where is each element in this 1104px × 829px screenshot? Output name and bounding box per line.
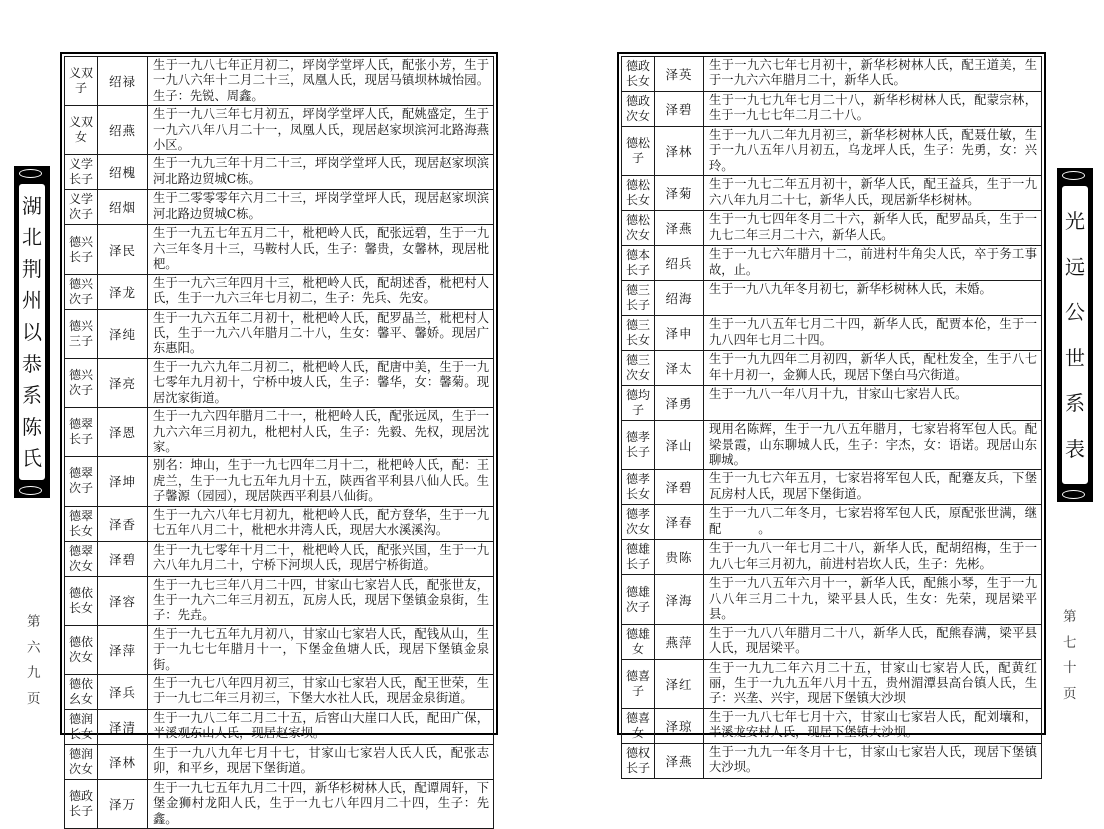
genealogy-table-right bbox=[621, 56, 1042, 779]
member-record: 生于一九七九年七月二十八，新华杉树林人氏，配蒙宗林，生于一九七七年二月二十八。 bbox=[704, 92, 1042, 126]
table-row bbox=[65, 457, 494, 506]
member-record: 生于一九八五年六月十一，新华人氏，配熊小琴，生于一九八八年三月二十九，梁平县人氏，生女：先荣，现居梁平县。 bbox=[704, 575, 1042, 623]
relation-label: 德依幺女 bbox=[65, 675, 98, 709]
member-name: 贵陈 bbox=[655, 540, 704, 574]
relation-label: 德孝长子 bbox=[622, 421, 655, 469]
member-record: 生于二零零零年六月二十三，坪岗学堂坪人氏，现居赵家坝滨河北路边贸城C栋。 bbox=[148, 190, 494, 224]
relation-label: 德翠次子 bbox=[65, 457, 98, 505]
table-row bbox=[622, 281, 1042, 316]
table-row bbox=[622, 176, 1042, 211]
member-name: 泽勇 bbox=[655, 386, 704, 420]
right-page-number: 第 七 十 页 bbox=[1063, 609, 1077, 702]
member-record: 生于一九七五年九月二十四，新华杉树林人氏，配谭周轩，下堡金狮村龙阳人氏，生于一九七八年四月二十四，生子：先鑫。 bbox=[148, 780, 494, 828]
table-row bbox=[622, 505, 1042, 540]
member-name: 泽龙 bbox=[98, 275, 148, 309]
left-banner-text: 湖 北 荆 州 以 恭 系 陈 氏 bbox=[18, 183, 46, 481]
member-name: 泽琼 bbox=[655, 709, 704, 743]
table-row bbox=[622, 57, 1042, 92]
member-name: 泽林 bbox=[655, 127, 704, 175]
relation-label: 德翠长女 bbox=[65, 507, 98, 541]
member-record: 生于一九六七年七月初十，新华杉树林人氏，配王道美，生于一九六六年腊月二十，新华人氏。 bbox=[704, 57, 1042, 91]
member-record: 生于一九七三年八月二十四，甘家山七家岩人氏，配张世友，生于一九六二年三月初五，瓦房人氏，现居下堡镇金泉街，生子：先垚。 bbox=[148, 577, 494, 625]
relation-label: 德孝次女 bbox=[622, 505, 655, 539]
banner-ornament-icon bbox=[1062, 490, 1085, 499]
relation-label: 德本长子 bbox=[622, 246, 655, 280]
relation-label: 德松子 bbox=[622, 127, 655, 175]
table-row bbox=[622, 540, 1042, 575]
member-name: 泽碧 bbox=[655, 470, 704, 504]
member-record: 生于一九六三年四月十三，枇杷岭人氏，配胡述香，枇杷村人氏，生于一九六三年七月初二，生子：先兵、先安。 bbox=[148, 275, 494, 309]
member-name: 泽山 bbox=[655, 421, 704, 469]
right-page-frame bbox=[617, 52, 1046, 775]
member-name: 绍禄 bbox=[98, 57, 148, 105]
member-record: 生于一九七八年四月初三，甘家山七家岩人氏，配王世荣，生于一九七二年三月初三，下堡大水社人氏，现居金泉街道。 bbox=[148, 675, 494, 709]
table-row bbox=[622, 575, 1042, 624]
member-record: 生于一九八九年七月十七，甘家山七家岩人氏人氏，配张志卯，和平乡，现居下堡街道。 bbox=[148, 745, 494, 779]
relation-label: 德依长女 bbox=[65, 577, 98, 625]
table-row bbox=[622, 625, 1042, 660]
member-name: 绍烟 bbox=[98, 190, 148, 224]
member-record: 生于一九七五年九月初八，甘家山七家岩人氏，配钱从山，生于一九七七年腊月十一，下堡金鱼塘人氏，现居下堡镇金泉街。 bbox=[148, 626, 494, 674]
member-record: 生于一九八八年腊月二十八，新华人氏，配熊春满，梁平县人氏，现居梁平。 bbox=[704, 625, 1042, 659]
member-record: 生于一九六五年二月初十，枇杷岭人氏，配罗晶兰，枇杷村人氏，生于一九六八年腊月二十八，生女：馨平、馨娇。现居广东惠阳。 bbox=[148, 310, 494, 358]
banner-ornament-icon bbox=[1062, 171, 1085, 180]
relation-label: 德孝长女 bbox=[622, 470, 655, 504]
member-record: 生于一九八七年正月初二，坪岗学堂坪人氏，配张小芳，生于一九八六年十二月二十三，凤凰人氏，现居马镇坝林城怡园。生子：先锐、周鑫。 bbox=[148, 57, 494, 105]
table-row bbox=[622, 386, 1042, 421]
relation-label: 德兴次子 bbox=[65, 359, 98, 407]
member-name: 泽纯 bbox=[98, 310, 148, 358]
relation-label: 德兴次子 bbox=[65, 275, 98, 309]
member-record: 生于一九八二年二月二十五，后窖山大崖口人氏，配田广保，半溪观东山人氏，现居赵家坝。 bbox=[148, 710, 494, 744]
relation-label: 德三长子 bbox=[622, 281, 655, 315]
table-row bbox=[622, 744, 1042, 779]
table-row bbox=[65, 542, 494, 577]
table-row bbox=[65, 275, 494, 310]
table-row bbox=[65, 710, 494, 745]
relation-label: 德雄长子 bbox=[622, 540, 655, 574]
relation-label: 义双女 bbox=[65, 106, 98, 154]
relation-label: 德政长女 bbox=[622, 57, 655, 91]
relation-label: 德喜子 bbox=[622, 660, 655, 708]
relation-label: 德政长子 bbox=[65, 780, 98, 828]
member-record: 生于一九六九年二月初二，枇杷岭人氏，配唐中美，生于一九七零年九月初十，宁桥中坡人氏，生子：馨华，女：馨菊。现居沈家街道。 bbox=[148, 359, 494, 407]
relation-label: 德松长女 bbox=[622, 176, 655, 210]
relation-label: 义学次子 bbox=[65, 190, 98, 224]
member-name: 泽亮 bbox=[98, 359, 148, 407]
right-banner-text: 光 远 公 世 系 表 bbox=[1061, 185, 1089, 485]
member-name: 泽申 bbox=[655, 316, 704, 350]
table-row bbox=[65, 155, 494, 190]
relation-label: 德润长女 bbox=[65, 710, 98, 744]
member-name: 绍海 bbox=[655, 281, 704, 315]
member-name: 泽燕 bbox=[655, 211, 704, 245]
banner-ornament-icon bbox=[19, 169, 42, 178]
member-record: 生于一九七六年五月，七家岩将军包人氏，配蹇友兵，下堡瓦房村人氏，现居下堡街道。 bbox=[704, 470, 1042, 504]
relation-label: 德均子 bbox=[622, 386, 655, 420]
relation-label: 德依次女 bbox=[65, 626, 98, 674]
member-name: 泽万 bbox=[98, 780, 148, 828]
relation-label: 德兴长子 bbox=[65, 225, 98, 273]
relation-label: 德喜女 bbox=[622, 709, 655, 743]
member-record: 生于一九七四年冬月二十六，新华人氏，配罗品兵，生于一九七二年三月二十六，新华人氏。 bbox=[704, 211, 1042, 245]
table-row bbox=[65, 780, 494, 829]
relation-label: 德兴三子 bbox=[65, 310, 98, 358]
table-row bbox=[65, 359, 494, 408]
table-row bbox=[65, 408, 494, 457]
member-record: 生于一九八一年七月二十八，新华人氏，配胡绍梅，生于一九八七年三月初九，前进村岩坎人氏，生子：先彬。 bbox=[704, 540, 1042, 574]
member-record: 现用名陈辉，生于一九八五年腊月，七家岩将军包人氏。配梁景霞，山东聊城人氏，生子：宇杰，女：语诺。现居山东聊城。 bbox=[704, 421, 1042, 469]
table-row bbox=[622, 421, 1042, 470]
member-name: 泽太 bbox=[655, 351, 704, 385]
table-row bbox=[622, 660, 1042, 709]
table-row bbox=[622, 351, 1042, 386]
relation-label: 义学长子 bbox=[65, 155, 98, 189]
member-record: 生于一九八九年冬月初七，新华杉树林人氏，未婚。 bbox=[704, 281, 1042, 315]
genealogy-table-left bbox=[64, 56, 494, 829]
member-name: 泽容 bbox=[98, 577, 148, 625]
relation-label: 德政次女 bbox=[622, 92, 655, 126]
member-record: 生于一九七六年腊月十二，前进村牛角尖人氏，卒于务工事故，止。 bbox=[704, 246, 1042, 280]
member-name: 泽燕 bbox=[655, 744, 704, 778]
table-row bbox=[65, 675, 494, 710]
right-title-banner bbox=[1057, 168, 1093, 502]
table-row bbox=[65, 577, 494, 626]
relation-label: 德雄女 bbox=[622, 625, 655, 659]
member-name: 泽兵 bbox=[98, 675, 148, 709]
member-name: 泽碧 bbox=[98, 542, 148, 576]
member-name: 泽英 bbox=[655, 57, 704, 91]
table-row bbox=[622, 92, 1042, 127]
table-row bbox=[65, 190, 494, 225]
member-record: 生于一九五七年五月二十，枇杷岭人氏，配张远碧，生于一九六三年冬月十三，马鞍村人氏，生子：馨贵，女馨林，现居枇杷。 bbox=[148, 225, 494, 273]
table-row bbox=[622, 246, 1042, 281]
table-row bbox=[622, 127, 1042, 176]
member-name: 泽林 bbox=[98, 745, 148, 779]
left-page-number: 第 六 九 页 bbox=[27, 614, 41, 707]
member-record: 生于一九七零年十月二十，枇杷岭人氏，配张兴国，生于一九六八年九月二十，宁桥下河坝人氏，现居宁桥街道。 bbox=[148, 542, 494, 576]
table-row bbox=[65, 745, 494, 780]
table-row bbox=[65, 626, 494, 675]
member-record: 生于一九八五年七月二十四，新华人氏，配贾本伦，生于一九八四年七月二十四。 bbox=[704, 316, 1042, 350]
relation-label: 义双子 bbox=[65, 57, 98, 105]
relation-label: 德权长子 bbox=[622, 744, 655, 778]
table-row bbox=[622, 470, 1042, 505]
member-record: 生于一九九三年十月二十三，坪岗学堂坪人氏，现居赵家坝滨河北路边贸城C栋。 bbox=[148, 155, 494, 189]
member-name: 泽海 bbox=[655, 575, 704, 623]
banner-ornament-icon bbox=[19, 486, 42, 495]
table-row bbox=[65, 106, 494, 155]
member-name: 泽萍 bbox=[98, 626, 148, 674]
relation-label: 德松次女 bbox=[622, 211, 655, 245]
member-name: 泽春 bbox=[655, 505, 704, 539]
table-row bbox=[622, 211, 1042, 246]
relation-label: 德三次女 bbox=[622, 351, 655, 385]
relation-label: 德雄次子 bbox=[622, 575, 655, 623]
table-row bbox=[65, 310, 494, 359]
member-name: 泽香 bbox=[98, 507, 148, 541]
member-record: 生于一九六八年七月初九，枇杷岭人氏，配方登华，生于一九七五年八月二十，枇杷水井湾人氏，现居大水溪溪沟。 bbox=[148, 507, 494, 541]
member-record: 别名：坤山，生于一九七四年二月十二，枇杷岭人氏，配：王虎兰，生于一九七五年九月十五，陕西省平利县八仙人氏。生子馨源（园园），现居陕西平利县八仙街。 bbox=[148, 457, 494, 505]
member-name: 燕萍 bbox=[655, 625, 704, 659]
member-record: 生于一九八七年七月十六，甘家山七家岩人氏，配刘壤和，半溪龙安村人氏，现居下堡镇大沙坝。 bbox=[704, 709, 1042, 743]
member-record: 生于一九六四年腊月二十一，枇杷岭人氏，配张远凤，生于一九六六年三月初九，枇杷村人氏，生子：先毅、先权，现居沈家。 bbox=[148, 408, 494, 456]
relation-label: 德翠长子 bbox=[65, 408, 98, 456]
member-record: 生于一九九一年冬月十七，甘家山七家岩人氏，现居下堡镇大沙坝。 bbox=[704, 744, 1042, 778]
member-record: 生于一九九四年二月初四，新华人氏，配杜发全，生于八七年十月初一，金狮人氏，现居下堡白马穴街道。 bbox=[704, 351, 1042, 385]
relation-label: 德三长女 bbox=[622, 316, 655, 350]
member-name: 绍槐 bbox=[98, 155, 148, 189]
member-name: 泽民 bbox=[98, 225, 148, 273]
member-record: 生于一九九二年六月二十五，甘家山七家岩人氏，配黄红丽，生于一九九五年八月十五，贵州湄潭县高台镇人氏，生子：兴垄、兴宇，现居下堡镇大沙坝 bbox=[704, 660, 1042, 708]
member-record: 生于一九八二年九月初三，新华杉树林人氏，配聂仕敏，生于一九八五年八月初五，乌龙坪人氏，生子：先勇，女：兴玲。 bbox=[704, 127, 1042, 175]
member-name: 泽菊 bbox=[655, 176, 704, 210]
left-title-banner bbox=[14, 166, 50, 498]
member-name: 泽碧 bbox=[655, 92, 704, 126]
table-row bbox=[65, 225, 494, 274]
member-name: 绍燕 bbox=[98, 106, 148, 154]
table-row bbox=[622, 316, 1042, 351]
member-record: 生于一九七二年五月初十，新华人氏，配王益兵，生于一九六八年九月二十七，新华人氏，现居新华杉树林。 bbox=[704, 176, 1042, 210]
member-record: 生于一九八一年八月十九，甘家山七家岩人氏。 bbox=[704, 386, 1042, 420]
member-name: 泽坤 bbox=[98, 457, 148, 505]
member-name: 泽红 bbox=[655, 660, 704, 708]
relation-label: 德润次女 bbox=[65, 745, 98, 779]
table-row bbox=[622, 709, 1042, 744]
member-record: 生于一九八三年七月初五，坪岗学堂坪人氏，配姚盛定，生于一九六八年八月二十一，凤凰人氏，现居赵家坝滨河北路海燕小区。 bbox=[148, 106, 494, 154]
member-name: 泽清 bbox=[98, 710, 148, 744]
member-name: 泽恩 bbox=[98, 408, 148, 456]
member-name: 绍兵 bbox=[655, 246, 704, 280]
table-row bbox=[65, 57, 494, 106]
member-record: 生于一九八二年冬月，七家岩将军包人氏，原配张世满，继配 。 bbox=[704, 505, 1042, 539]
table-row bbox=[65, 507, 494, 542]
left-page-frame bbox=[60, 52, 498, 826]
relation-label: 德翠次女 bbox=[65, 542, 98, 576]
